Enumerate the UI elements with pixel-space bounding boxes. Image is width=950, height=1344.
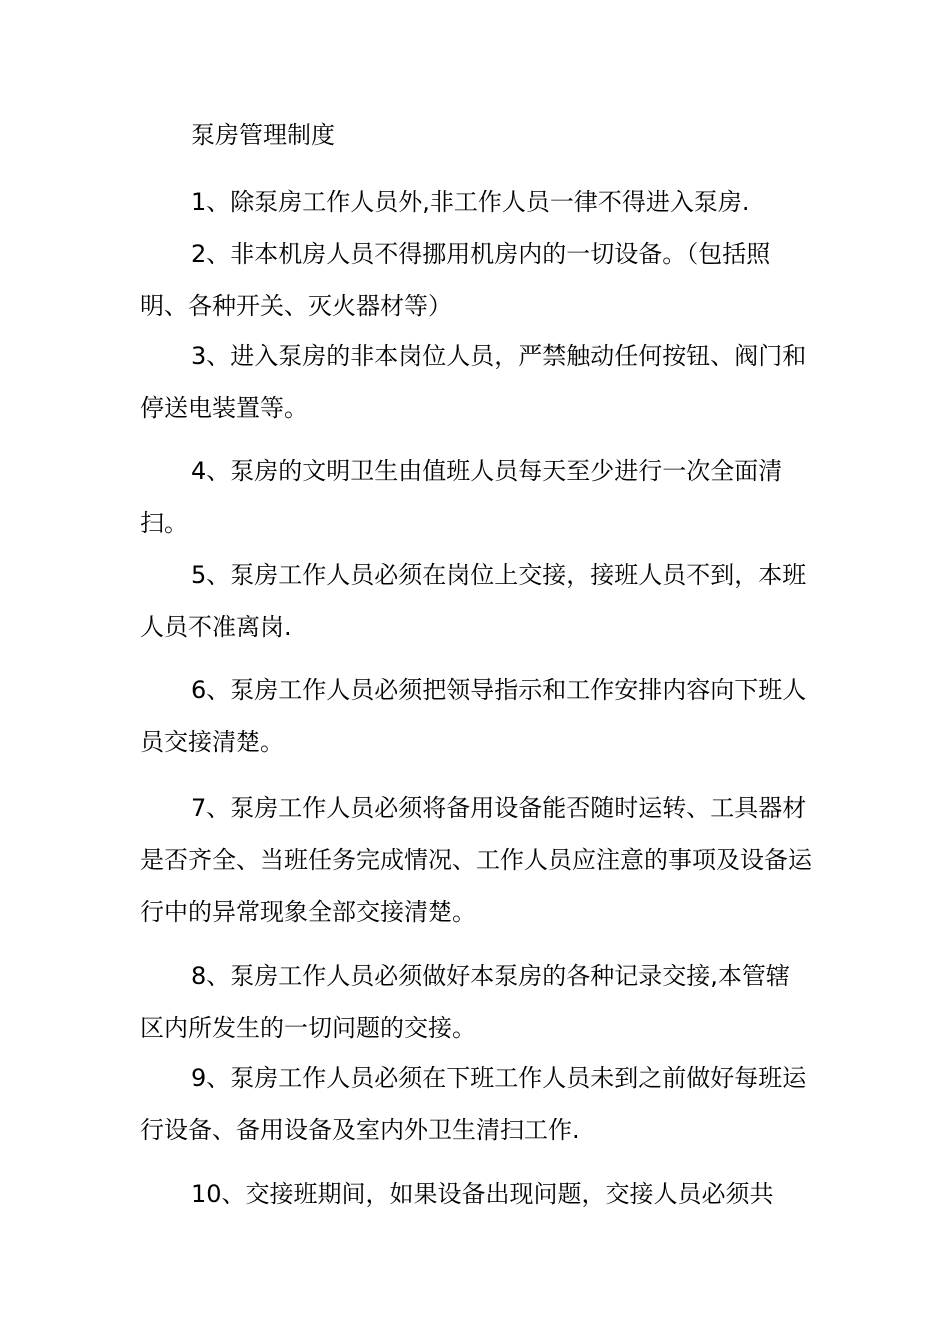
rule-item-1: 1、除泵房工作人员外,非工作人员一律不得进入泵房. [191, 188, 750, 216]
rule-item-2: 2、非本机房人员不得挪用机房内的一切设备。（包括照明、各种开关、灭火器材等） [140, 240, 771, 320]
rule-item-10: 10、交接班期间，如果设备出现问题，交接人员必须共 [191, 1180, 774, 1208]
rule-item-7: 7、泵房工作人员必须将备用设备能否随时运转、工具器材是否齐全、当班任务完成情况、工作人员应注意的事项及设备运行中的异常现象全部交接清楚。 [140, 794, 812, 926]
rule-item-9: 9、泵房工作人员必须在下班工作人员未到之前做好每班运行设备、备用设备及室内外卫生清扫工作. [140, 1064, 807, 1144]
rule-item-4: 4、泵房的文明卫生由值班人员每天至少进行一次全面清扫。 [140, 457, 783, 537]
rule-item-3: 3、进入泵房的非本岗位人员，严禁触动任何按钮、阀门和停送电装置等。 [140, 342, 807, 422]
rule-item-6: 6、泵房工作人员必须把领导指示和工作安排内容向下班人员交接清楚。 [140, 676, 807, 756]
rule-item-5: 5、泵房工作人员必须在岗位上交接，接班人员不到，本班人员不准离岗. [140, 561, 807, 641]
document-title: 泵房管理制度 [191, 121, 335, 149]
rule-item-8: 8、泵房工作人员必须做好本泵房的各种记录交接,本管辖区内所发生的一切问题的交接。 [140, 962, 790, 1042]
